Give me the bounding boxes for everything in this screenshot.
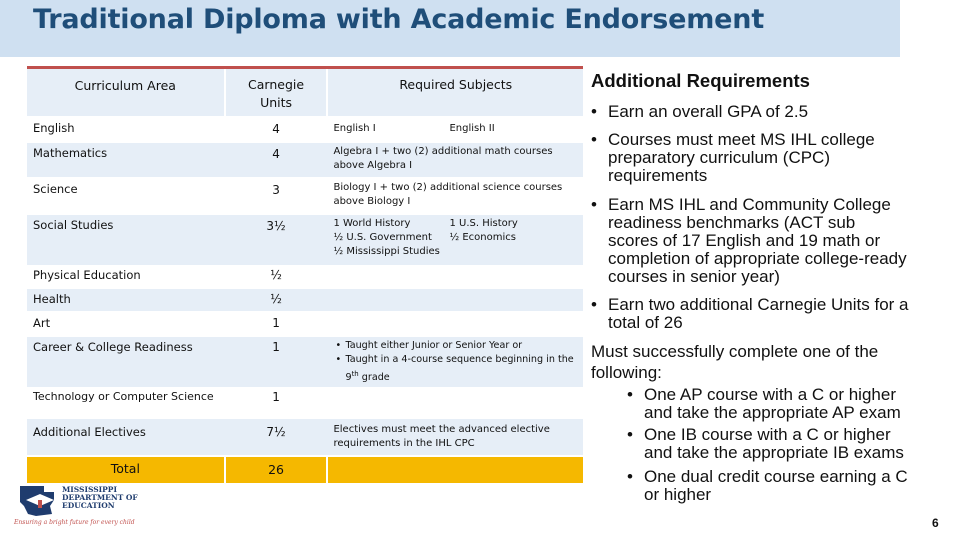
option-ib xyxy=(627,426,951,464)
subjects-cell xyxy=(328,289,583,311)
area-cell: Social Studies xyxy=(33,218,114,232)
total-label: Total xyxy=(27,457,224,483)
area-cell: Technology or Computer Science xyxy=(33,390,214,403)
units-cell: 1 xyxy=(272,316,280,330)
subject-english-2: English II xyxy=(449,123,495,134)
option-dual-credit-line-2: or higher xyxy=(644,485,712,504)
table-row-career-college-readiness xyxy=(27,337,583,387)
table-header-row xyxy=(27,69,583,116)
subjects-cell: Algebra I + two (2) additional math courses above Algebra I xyxy=(333,146,553,171)
logo-text xyxy=(62,486,138,510)
option-ap-line-1: One AP course with a C or higher xyxy=(644,385,896,404)
table-row-mathematics xyxy=(27,143,583,177)
bullet: • xyxy=(627,385,633,404)
subjects-cell: Biology I + two (2) additional science courses above Biology I xyxy=(333,182,563,207)
subject-economics: ½ Economics xyxy=(449,232,516,243)
units-cell: 4 xyxy=(272,122,280,136)
area-cell: Art xyxy=(33,316,51,330)
area-cell: Mathematics xyxy=(33,146,108,160)
subjects-cell xyxy=(328,215,583,265)
requirement-gpa xyxy=(591,103,951,123)
must-complete-line-2: following: xyxy=(591,363,662,382)
subject-us-government: ½ U.S. Government xyxy=(333,232,432,243)
subject-mississippi-studies: ½ Mississippi Studies xyxy=(333,246,440,257)
requirement-benchmarks-line-2: readiness benchmarks (ACT sub xyxy=(608,213,856,232)
option-dual-credit xyxy=(627,468,951,506)
bullet: • xyxy=(627,425,633,444)
table-row-technology xyxy=(27,387,583,417)
subject-line xyxy=(333,231,583,245)
area-cell: Career & College Readiness xyxy=(33,340,193,354)
requirement-benchmarks-line-1: Earn MS IHL and Community College xyxy=(608,195,891,214)
units-cell: 7½ xyxy=(266,425,286,439)
bullet: • xyxy=(591,195,597,214)
page-number: 6 xyxy=(932,516,939,530)
requirements-title: Additional Requirements xyxy=(591,70,810,91)
subject-us-history: 1 U.S. History xyxy=(449,218,518,229)
bullet: • xyxy=(627,467,633,486)
subjects-cell: Electives must meet the advanced elective requirements in the IHL CPC xyxy=(333,424,550,449)
ccr-note-2-sup: th xyxy=(351,370,359,378)
table-row-science xyxy=(27,179,583,213)
table-row-additional-electives xyxy=(27,419,583,455)
table-row-physical-education xyxy=(27,265,583,287)
subject-world-history: 1 World History xyxy=(333,218,411,229)
table-row-total xyxy=(27,457,583,483)
page-title: Traditional Diploma with Academic Endorsement xyxy=(33,4,765,35)
logo-line-2: DEPARTMENT OF xyxy=(62,493,138,502)
requirement-cpc-line-3: requirements xyxy=(608,166,708,185)
header-required-subjects: Required Subjects xyxy=(328,69,583,116)
option-ap xyxy=(627,386,951,424)
option-ib-line-1: One IB course with a C or higher xyxy=(644,425,891,444)
requirement-carnegie-line-2: total of 26 xyxy=(608,313,683,332)
subjects-cell xyxy=(328,457,583,483)
units-cell: 4 xyxy=(272,147,280,161)
subjects-cell xyxy=(328,387,583,417)
requirement-cpc xyxy=(591,131,951,187)
requirement-cpc-line-1: Courses must meet MS IHL college xyxy=(608,130,875,149)
units-cell: 1 xyxy=(272,340,280,354)
units-cell: 1 xyxy=(272,390,280,404)
units-cell: ½ xyxy=(270,268,282,282)
units-cell: 3½ xyxy=(266,219,286,233)
ccr-note-2-end: grade xyxy=(358,372,390,384)
total-units: 26 xyxy=(226,457,327,483)
area-cell: Additional Electives xyxy=(33,425,146,439)
area-cell: English xyxy=(33,121,75,135)
requirement-benchmarks-line-4: completion of appropriate college-ready xyxy=(608,249,907,268)
table-row-social-studies xyxy=(27,215,583,265)
option-dual-credit-line-1: One dual credit course earning a C xyxy=(644,467,908,486)
units-cell: 3 xyxy=(272,183,280,197)
logo-line-1: MISSISSIPPI xyxy=(62,485,117,494)
ccr-note-2 xyxy=(333,353,583,385)
header-carnegie-units: Carnegie Units xyxy=(226,69,327,116)
subject-line xyxy=(333,217,583,231)
option-ap-line-2: and take the appropriate AP exam xyxy=(644,403,901,422)
logo-tagline: Ensuring a bright future for every child xyxy=(14,519,135,526)
requirement-benchmarks-line-3: scores of 17 English and 19 math or xyxy=(608,231,881,250)
requirement-benchmarks-line-5: courses in senior year) xyxy=(608,267,780,286)
ccr-note-2-text: Taught in a 4-course sequence beginning in the 9 xyxy=(345,354,574,384)
area-cell: Physical Education xyxy=(33,268,141,282)
subjects-cell xyxy=(328,337,583,387)
requirement-gpa-text: Earn an overall GPA of 2.5 xyxy=(608,102,809,121)
subject-pair xyxy=(333,122,583,136)
logo-line-3: EDUCATION xyxy=(62,501,115,510)
subjects-cell xyxy=(328,313,583,335)
mde-logo xyxy=(14,484,144,530)
option-ib-line-2: and take the appropriate IB exams xyxy=(644,443,904,462)
units-cell: ½ xyxy=(270,292,282,306)
subjects-cell xyxy=(328,118,583,141)
table-row-english xyxy=(27,118,583,141)
bullet: • xyxy=(591,295,597,314)
area-cell: Science xyxy=(33,182,78,196)
header-curriculum-area: Curriculum Area xyxy=(27,69,224,116)
bullet: • xyxy=(591,130,597,149)
requirement-carnegie-units xyxy=(591,296,951,334)
mississippi-seal-icon xyxy=(14,484,60,518)
requirement-benchmarks xyxy=(591,196,951,286)
subjects-cell xyxy=(328,265,583,287)
table-row-health xyxy=(27,289,583,311)
subject-english-1: English I xyxy=(333,123,376,134)
table-row-art xyxy=(27,313,583,335)
area-cell: Health xyxy=(33,292,71,306)
must-complete-line-1: Must successfully complete one of the xyxy=(591,342,879,361)
bullet: • xyxy=(591,102,597,121)
requirement-cpc-line-2: preparatory curriculum (CPC) xyxy=(608,148,830,167)
requirement-carnegie-line-1: Earn two additional Carnegie Units for a xyxy=(608,295,909,314)
ccr-note-1: • Taught either Junior or Senior Year or xyxy=(333,339,583,353)
